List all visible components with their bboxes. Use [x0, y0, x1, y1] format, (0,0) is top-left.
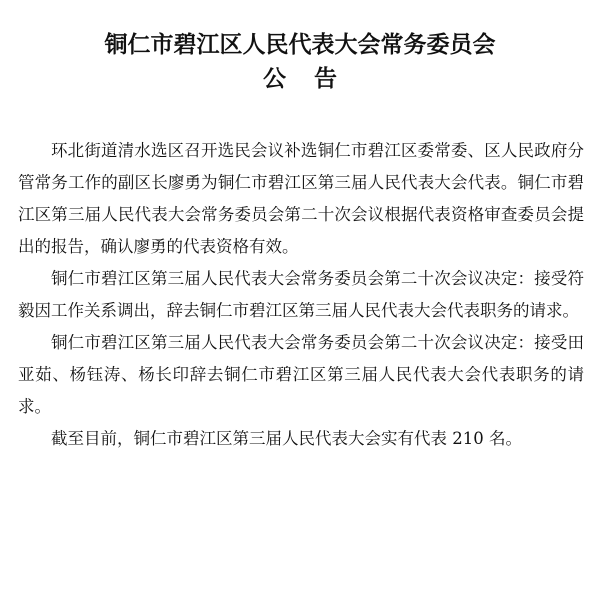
document-subtitle: 公告 [263, 65, 365, 92]
announcement-body [18, 135, 584, 455]
document-title: 铜仁市碧江区人民代表大会常务委员会 [104, 31, 496, 58]
paragraph-representative-confirmation: 环北街道清水选区召开选民会议补选铜仁市碧江区委常委、区人民政府分管常务工作的副区长廖勇为铜仁市碧江区第三届人民代表大会代表。铜仁市碧江区第三届人民代表大会常务委员会第二十次会议根据代表资格审查委员会提出的报告，确认廖勇的代表资格有效。 [18, 141, 584, 256]
paragraph-resignation-fu-yi: 铜仁市碧江区第三届人民代表大会常务委员会第二十次会议决定：接受符毅因工作关系调出，辞去铜仁市碧江区第三届人民代表大会代表职务的请求。 [18, 269, 584, 320]
paragraph-current-count: 截至目前，铜仁市碧江区第三届人民代表大会实有代表 210 名。 [51, 429, 522, 448]
paragraph-resignation-others: 铜仁市碧江区第三届人民代表大会常务委员会第二十次会议决定：接受田亚茹、杨钰涛、杨长印辞去铜仁市碧江区第三届人民代表大会代表职务的请求。 [18, 333, 584, 416]
